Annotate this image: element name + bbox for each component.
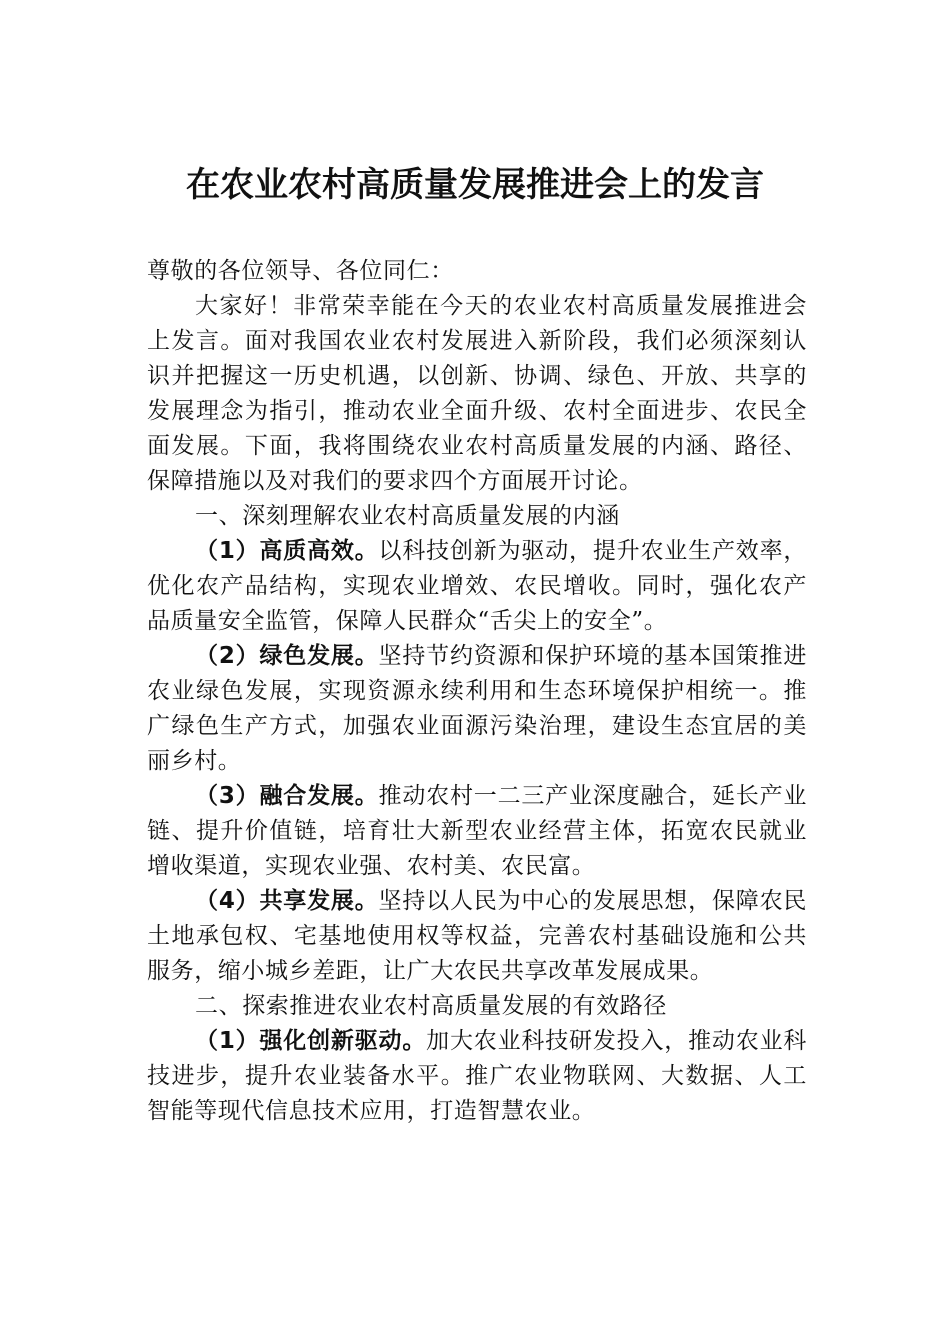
document-body: [147, 254, 807, 1129]
section-heading-2: 二、探索推进农业农村高质量发展的有效路径: [195, 993, 667, 1019]
item-text: 以科技创新为驱动，提升农业生产效率，优化农产品结构，实现农业增效、农民增收。同时，强化农产品质量安全监管，保障人民群众“舌尖上的安全”。: [147, 538, 807, 634]
salutation: 尊敬的各位领导、各位同仁：: [147, 258, 454, 284]
section-heading-1: 一、深刻理解农业农村高质量发展的内涵: [195, 503, 620, 529]
item-text: 坚持节约资源和保护环境的基本国策推进农业绿色发展，实现资源永续利用和生态环境保护相统一。推广绿色生产方式，加强农业面源污染治理，建设生态宜居的美丽乡村。: [147, 643, 807, 774]
item-lead: （1）高质高效。: [195, 538, 379, 564]
item-text: 推动农村一二三产业深度融合，延长产业链、提升价值链，培育壮大新型农业经营主体，拓宽农民就业增收渠道，实现农业强、农村美、农民富。: [147, 783, 807, 879]
section-1-item-2: [147, 639, 807, 779]
item-text: 坚持以人民为中心的发展思想，保障农民土地承包权、宅基地使用权等权益，完善农村基础设施和公共服务，缩小城乡差距，让广大农民共享改革发展成果。: [147, 888, 807, 984]
item-lead: （1）强化创新驱动。: [195, 1028, 427, 1054]
item-text: 加大农业科技研发投入，推动农业科技进步，提升农业装备水平。推广农业物联网、大数据、人工智能等现代信息技术应用，打造智慧农业。: [147, 1028, 807, 1124]
item-lead: （4）共享发展。: [195, 888, 379, 914]
section-1-item-3: [147, 779, 807, 884]
section-1-item-1: [147, 534, 807, 639]
document-title: 在农业农村高质量发展推进会上的发言: [186, 165, 764, 205]
section-1-item-4: [147, 884, 807, 989]
item-lead: （3）融合发展。: [195, 783, 379, 809]
intro-paragraph: 大家好！非常荣幸能在今天的农业农村高质量发展推进会上发言。面对我国农业农村发展进入新阶段，我们必须深刻认识并把握这一历史机遇，以创新、协调、绿色、开放、共享的发展理念为指引，推动农业全面升级、农村全面进步、农民全面发展。下面，我将围绕农业农村高质量发展的内涵、路径、保障措施以及对我们的要求四个方面展开讨论。: [147, 293, 807, 494]
item-lead: （2）绿色发展。: [195, 643, 379, 669]
section-2-item-1: [147, 1024, 807, 1129]
